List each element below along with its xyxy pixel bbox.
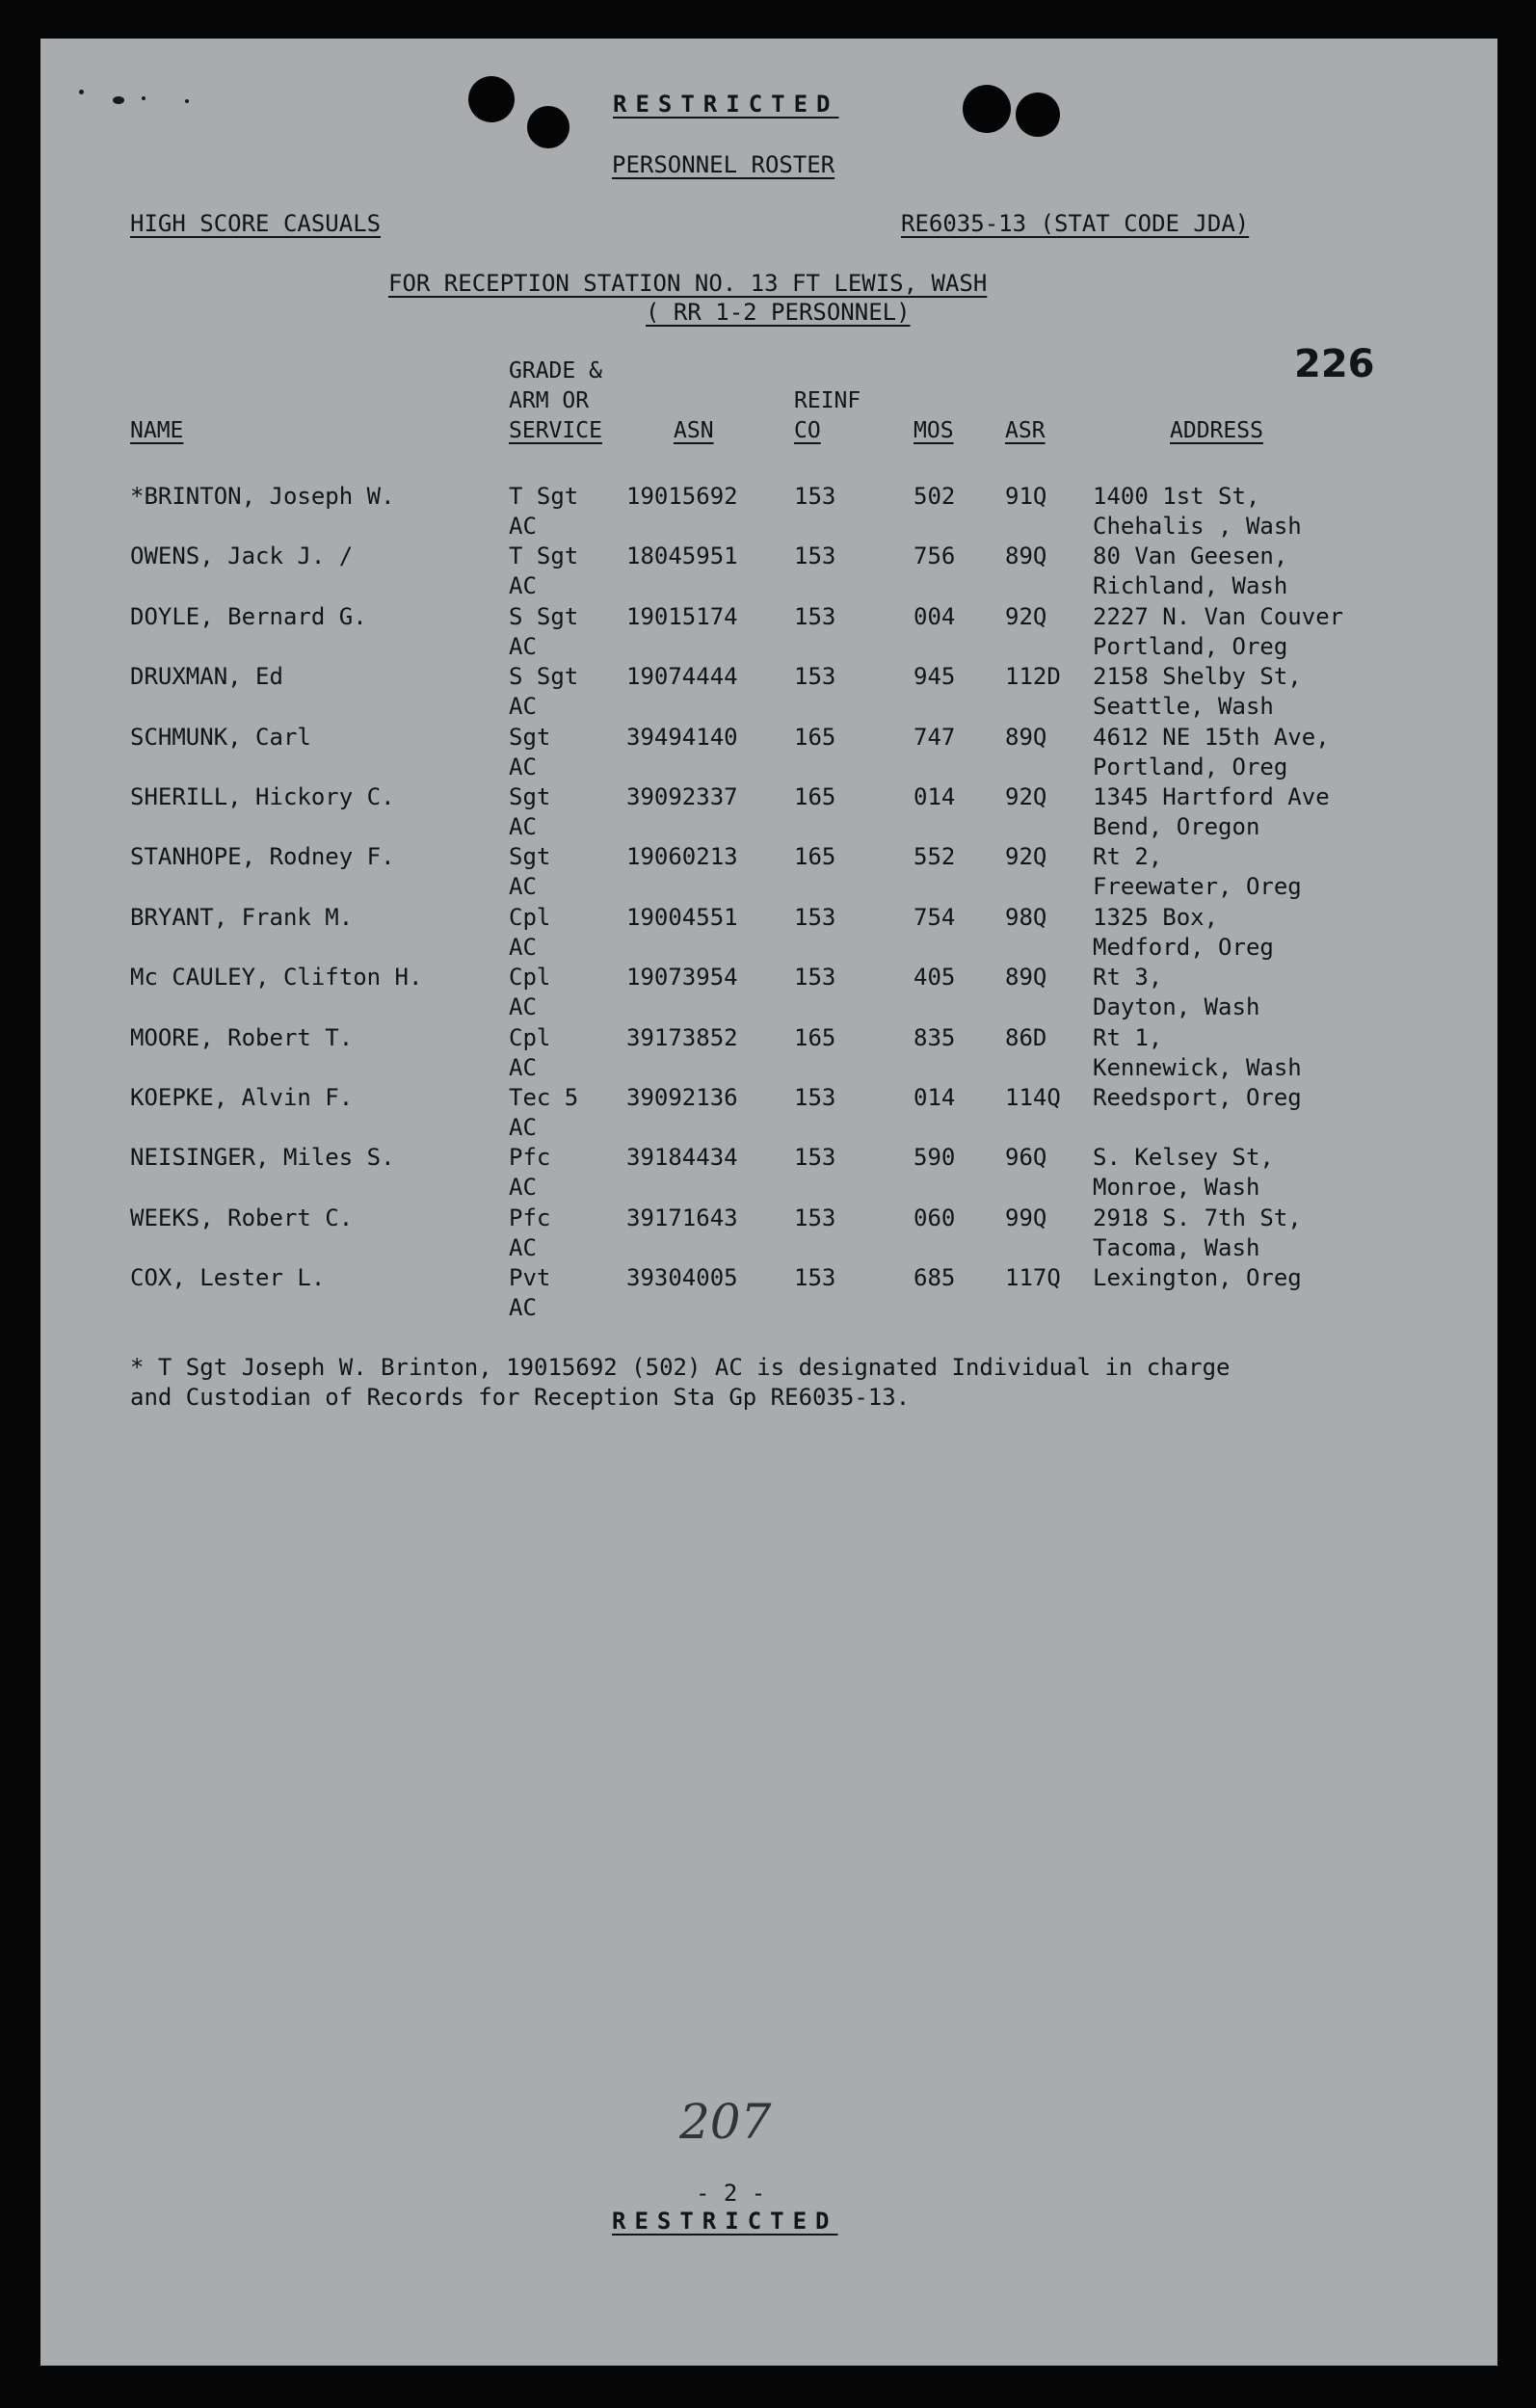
grade-cell: Cpl bbox=[509, 904, 551, 931]
asr-cell: 86D bbox=[1005, 1024, 1047, 1051]
mos-cell: 004 bbox=[914, 603, 956, 630]
speck bbox=[113, 96, 124, 104]
address-line-2: Portland, Oreg bbox=[1093, 754, 1288, 781]
col-header-grade-line2: ARM OR bbox=[509, 388, 590, 413]
footnote-line-2: and Custodian of Records for Reception Sta Gp RE6035-13. bbox=[130, 1384, 911, 1411]
page-label: - 2 - bbox=[696, 2180, 766, 2207]
asn-cell: 39092136 bbox=[626, 1084, 738, 1111]
speck bbox=[79, 90, 84, 94]
col-header-co-line1: REINF bbox=[794, 388, 861, 413]
grade-cell: Pvt bbox=[509, 1264, 551, 1291]
asr-cell: 92Q bbox=[1005, 603, 1047, 630]
roster-title: PERSONNEL ROSTER bbox=[612, 151, 835, 178]
asr-cell: 89Q bbox=[1005, 724, 1047, 751]
asr-cell: 98Q bbox=[1005, 904, 1047, 931]
address-line-2: Portland, Oreg bbox=[1093, 633, 1288, 660]
col-header-asr: ASR bbox=[1005, 418, 1046, 443]
name-cell: COX, Lester L. bbox=[130, 1264, 326, 1291]
col-header-address: ADDRESS bbox=[1170, 418, 1263, 443]
punch-hole-right-1 bbox=[963, 85, 1011, 133]
table-row bbox=[40, 903, 1497, 963]
table-row bbox=[40, 1204, 1497, 1263]
asr-cell: 117Q bbox=[1005, 1264, 1061, 1291]
arm-cell: AC bbox=[509, 693, 537, 720]
address-line-2: Seattle, Wash bbox=[1093, 693, 1274, 720]
address-line-1: 1400 1st St, bbox=[1093, 483, 1260, 510]
address-line-1: Rt 2, bbox=[1093, 843, 1163, 870]
speck bbox=[185, 99, 189, 103]
mos-cell: 552 bbox=[914, 843, 956, 870]
table-row bbox=[40, 782, 1497, 842]
reinf-co-cell: 153 bbox=[794, 483, 836, 510]
name-cell: WEEKS, Robert C. bbox=[130, 1204, 354, 1231]
grade-cell: Sgt bbox=[509, 843, 551, 870]
name-cell: STANHOPE, Rodney F. bbox=[130, 843, 395, 870]
grade-cell: S Sgt bbox=[509, 663, 579, 690]
arm-cell: AC bbox=[509, 873, 537, 900]
asr-cell: 89Q bbox=[1005, 964, 1047, 991]
table-row bbox=[40, 1263, 1497, 1323]
mos-cell: 945 bbox=[914, 663, 956, 690]
table-row bbox=[40, 1143, 1497, 1203]
mos-cell: 060 bbox=[914, 1204, 956, 1231]
mos-cell: 835 bbox=[914, 1024, 956, 1051]
grade-cell: S Sgt bbox=[509, 603, 579, 630]
asr-cell: 112D bbox=[1005, 663, 1061, 690]
reinf-co-cell: 165 bbox=[794, 724, 836, 751]
address-line-1: 2227 N. Van Couver bbox=[1093, 603, 1344, 630]
address-line-2: Chehalis , Wash bbox=[1093, 513, 1302, 540]
address-line-1: Reedsport, Oreg bbox=[1093, 1084, 1302, 1111]
asr-cell: 92Q bbox=[1005, 843, 1047, 870]
name-cell: KOEPKE, Alvin F. bbox=[130, 1084, 354, 1111]
address-line-1: 80 Van Geesen, bbox=[1093, 542, 1288, 569]
address-line-1: Rt 1, bbox=[1093, 1024, 1163, 1051]
address-line-2: Medford, Oreg bbox=[1093, 934, 1274, 961]
reinf-co-cell: 153 bbox=[794, 964, 836, 991]
reinf-co-cell: 153 bbox=[794, 1264, 836, 1291]
name-cell: SCHMUNK, Carl bbox=[130, 724, 311, 751]
arm-cell: AC bbox=[509, 1234, 537, 1261]
reinf-co-cell: 153 bbox=[794, 1204, 836, 1231]
asn-cell: 39092337 bbox=[626, 783, 738, 810]
reinf-co-cell: 153 bbox=[794, 1084, 836, 1111]
mos-cell: 405 bbox=[914, 964, 956, 991]
reinf-co-cell: 153 bbox=[794, 542, 836, 569]
address-line-2: Monroe, Wash bbox=[1093, 1174, 1260, 1201]
table-row bbox=[40, 662, 1497, 722]
arm-cell: AC bbox=[509, 633, 537, 660]
grade-cell: Pfc bbox=[509, 1144, 551, 1171]
name-cell: NEISINGER, Miles S. bbox=[130, 1144, 395, 1171]
grade-cell: T Sgt bbox=[509, 483, 579, 510]
asn-cell: 19015174 bbox=[626, 603, 738, 630]
name-cell: OWENS, Jack J. / bbox=[130, 542, 354, 569]
asn-cell: 39173852 bbox=[626, 1024, 738, 1051]
arm-cell: AC bbox=[509, 1114, 537, 1141]
reinf-co-cell: 153 bbox=[794, 603, 836, 630]
asr-cell: 92Q bbox=[1005, 783, 1047, 810]
mos-cell: 014 bbox=[914, 1084, 956, 1111]
arm-cell: AC bbox=[509, 1174, 537, 1201]
asr-cell: 99Q bbox=[1005, 1204, 1047, 1231]
punch-hole-right-2 bbox=[1016, 93, 1060, 137]
asn-cell: 19004551 bbox=[626, 904, 738, 931]
grade-cell: Tec 5 bbox=[509, 1084, 579, 1111]
address-line-2: Kennewick, Wash bbox=[1093, 1054, 1302, 1081]
col-header-co-line2: CO bbox=[794, 418, 821, 443]
page-number: 226 bbox=[1294, 342, 1375, 386]
arm-cell: AC bbox=[509, 754, 537, 781]
arm-cell: AC bbox=[509, 1054, 537, 1081]
asn-cell: 19015692 bbox=[626, 483, 738, 510]
personnel-line: ( RR 1-2 PERSONNEL) bbox=[646, 299, 911, 326]
restricted-marking-top: RESTRICTED bbox=[613, 91, 839, 118]
name-cell: DOYLE, Bernard G. bbox=[130, 603, 367, 630]
mos-cell: 754 bbox=[914, 904, 956, 931]
address-line-1: 1345 Hartford Ave bbox=[1093, 783, 1330, 810]
arm-cell: AC bbox=[509, 513, 537, 540]
grade-cell: Cpl bbox=[509, 964, 551, 991]
mos-cell: 756 bbox=[914, 542, 956, 569]
col-header-grade-line1: GRADE & bbox=[509, 358, 602, 384]
table-row bbox=[40, 482, 1497, 542]
reinf-co-cell: 165 bbox=[794, 783, 836, 810]
asr-cell: 114Q bbox=[1005, 1084, 1061, 1111]
address-line-1: 1325 Box, bbox=[1093, 904, 1219, 931]
address-line-2: Freewater, Oreg bbox=[1093, 873, 1302, 900]
name-cell: *BRINTON, Joseph W. bbox=[130, 483, 395, 510]
asn-cell: 19060213 bbox=[626, 843, 738, 870]
reinf-co-cell: 153 bbox=[794, 663, 836, 690]
address-line-2: Bend, Oregon bbox=[1093, 813, 1260, 840]
address-line-1: Rt 3, bbox=[1093, 964, 1163, 991]
col-header-mos: MOS bbox=[914, 418, 954, 443]
grade-cell: Pfc bbox=[509, 1204, 551, 1231]
grade-cell: Sgt bbox=[509, 724, 551, 751]
name-cell: BRYANT, Frank M. bbox=[130, 904, 354, 931]
grade-cell: Sgt bbox=[509, 783, 551, 810]
arm-cell: AC bbox=[509, 1294, 537, 1321]
mos-cell: 685 bbox=[914, 1264, 956, 1291]
arm-cell: AC bbox=[509, 934, 537, 961]
handwritten-number: 207 bbox=[679, 2094, 772, 2150]
address-line-1: 4612 NE 15th Ave, bbox=[1093, 724, 1330, 751]
mos-cell: 590 bbox=[914, 1144, 956, 1171]
address-line-1: S. Kelsey St, bbox=[1093, 1144, 1274, 1171]
mos-cell: 014 bbox=[914, 783, 956, 810]
grade-cell: T Sgt bbox=[509, 542, 579, 569]
punch-hole-left-2 bbox=[527, 106, 569, 148]
mos-cell: 747 bbox=[914, 724, 956, 751]
asn-cell: 19073954 bbox=[626, 964, 738, 991]
document-page bbox=[40, 39, 1497, 2366]
name-cell: DRUXMAN, Ed bbox=[130, 663, 283, 690]
station-line: FOR RECEPTION STATION NO. 13 FT LEWIS, WASH bbox=[388, 270, 988, 297]
name-cell: MOORE, Robert T. bbox=[130, 1024, 354, 1051]
reinf-co-cell: 165 bbox=[794, 843, 836, 870]
asr-cell: 89Q bbox=[1005, 542, 1047, 569]
footnote-line-1: * T Sgt Joseph W. Brinton, 19015692 (502) AC is designated Individual in charge bbox=[130, 1354, 1231, 1381]
table-row bbox=[40, 542, 1497, 601]
reinf-co-cell: 153 bbox=[794, 1144, 836, 1171]
address-line-1: Lexington, Oreg bbox=[1093, 1264, 1302, 1291]
left-title: HIGH SCORE CASUALS bbox=[130, 210, 382, 237]
table-row bbox=[40, 723, 1497, 782]
table-row bbox=[40, 602, 1497, 662]
name-cell: Mc CAULEY, Clifton H. bbox=[130, 964, 423, 991]
speck bbox=[142, 96, 146, 100]
asr-cell: 91Q bbox=[1005, 483, 1047, 510]
col-header-grade-line3: SERVICE bbox=[509, 418, 602, 443]
arm-cell: AC bbox=[509, 572, 537, 599]
asn-cell: 18045951 bbox=[626, 542, 738, 569]
arm-cell: AC bbox=[509, 813, 537, 840]
asn-cell: 39304005 bbox=[626, 1264, 738, 1291]
table-row bbox=[40, 1023, 1497, 1083]
unit-code: RE6035-13 (STAT CODE JDA) bbox=[901, 210, 1250, 237]
reinf-co-cell: 165 bbox=[794, 1024, 836, 1051]
asr-cell: 96Q bbox=[1005, 1144, 1047, 1171]
asn-cell: 39184434 bbox=[626, 1144, 738, 1171]
asn-cell: 39494140 bbox=[626, 724, 738, 751]
asn-cell: 19074444 bbox=[626, 663, 738, 690]
arm-cell: AC bbox=[509, 993, 537, 1020]
col-header-asn: ASN bbox=[674, 418, 714, 443]
address-line-1: 2158 Shelby St, bbox=[1093, 663, 1302, 690]
table-row bbox=[40, 842, 1497, 902]
punch-hole-left-1 bbox=[468, 76, 515, 122]
address-line-2: Dayton, Wash bbox=[1093, 993, 1260, 1020]
restricted-marking-bottom: RESTRICTED bbox=[612, 2208, 838, 2235]
name-cell: SHERILL, Hickory C. bbox=[130, 783, 395, 810]
grade-cell: Cpl bbox=[509, 1024, 551, 1051]
address-line-1: 2918 S. 7th St, bbox=[1093, 1204, 1302, 1231]
address-line-2: Richland, Wash bbox=[1093, 572, 1288, 599]
table-row bbox=[40, 963, 1497, 1022]
address-line-2: Tacoma, Wash bbox=[1093, 1234, 1260, 1261]
reinf-co-cell: 153 bbox=[794, 904, 836, 931]
asn-cell: 39171643 bbox=[626, 1204, 738, 1231]
mos-cell: 502 bbox=[914, 483, 956, 510]
col-header-name: NAME bbox=[130, 418, 184, 443]
table-row bbox=[40, 1083, 1497, 1143]
